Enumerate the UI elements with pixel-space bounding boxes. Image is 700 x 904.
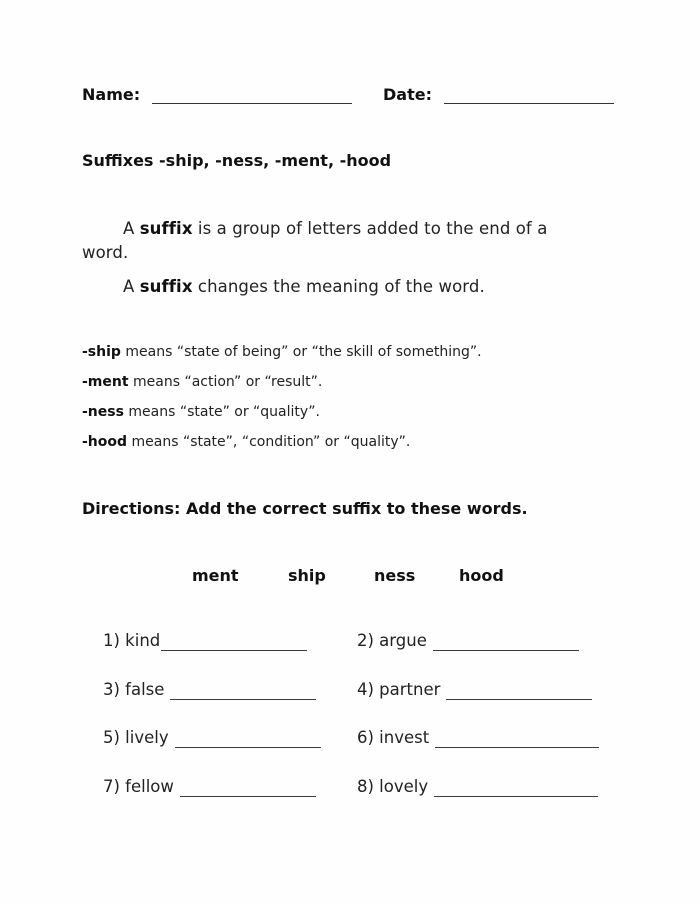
- intro-text: A: [123, 219, 140, 238]
- exercise-8: [357, 777, 598, 797]
- intro-text: A: [123, 277, 140, 296]
- definition-suffix: -hood: [82, 434, 128, 450]
- word-bank-hood: hood: [459, 566, 504, 585]
- answer-field-6[interactable]: [435, 729, 599, 748]
- answer-field-5[interactable]: [175, 729, 321, 748]
- name-row: [82, 85, 352, 104]
- intro-line-1-wrap: word.: [82, 243, 129, 262]
- date-label: Date:: [383, 85, 432, 104]
- exercise-label: 2) argue: [357, 631, 427, 650]
- answer-field-4[interactable]: [446, 681, 592, 700]
- definition-ship: [82, 344, 482, 360]
- answer-field-2[interactable]: [433, 632, 579, 651]
- definition-text: means “state” or “quality”.: [123, 404, 320, 420]
- answer-field-7[interactable]: [180, 778, 316, 797]
- intro-line-2: [123, 277, 485, 296]
- suffix-term: suffix: [139, 277, 193, 296]
- definition-text: means “state”, “condition” or “quality”.: [127, 434, 411, 450]
- exercise-label: 5) lively: [103, 728, 169, 747]
- definition-text: means “action” or “result”.: [128, 374, 323, 390]
- exercise-6: [357, 728, 599, 748]
- exercise-7: [103, 777, 316, 797]
- date-row: [383, 85, 614, 104]
- name-label: Name:: [82, 85, 141, 104]
- word-bank-ship: ship: [288, 566, 326, 585]
- date-field[interactable]: [444, 87, 614, 104]
- definition-suffix: -ship: [82, 344, 121, 360]
- answer-field-8[interactable]: [434, 778, 598, 797]
- definition-suffix: -ment: [82, 374, 129, 390]
- worksheet-title: Suffixes -ship, -ness, -ment, -hood: [82, 151, 392, 170]
- definition-ness: [82, 404, 320, 420]
- definition-suffix: -ness: [82, 404, 124, 420]
- name-field[interactable]: [152, 87, 352, 104]
- exercise-label: 6) invest: [357, 728, 430, 747]
- exercise-1: [103, 631, 307, 651]
- word-bank-ment: ment: [192, 566, 239, 585]
- exercise-label: 1) kind: [103, 631, 161, 650]
- exercise-3: [103, 680, 316, 700]
- exercise-5: [103, 728, 321, 748]
- intro-text: changes the meaning of the word.: [192, 277, 485, 296]
- intro-line-1: [123, 219, 547, 238]
- directions-heading: Directions: Add the correct suffix to these words.: [82, 499, 528, 518]
- exercise-label: 3) false: [103, 680, 165, 699]
- definition-text: means “state of being” or “the skill of something”.: [120, 344, 482, 360]
- intro-text: is a group of letters added to the end of a: [192, 219, 548, 238]
- word-bank-ness: ness: [374, 566, 416, 585]
- answer-field-3[interactable]: [170, 681, 316, 700]
- exercise-2: [357, 631, 579, 651]
- exercise-label: 7) fellow: [103, 777, 174, 796]
- suffix-term: suffix: [139, 219, 193, 238]
- exercise-label: 4) partner: [357, 680, 441, 699]
- definition-ment: [82, 374, 322, 390]
- definition-hood: [82, 434, 410, 450]
- answer-field-1[interactable]: [161, 632, 307, 651]
- exercise-4: [357, 680, 592, 700]
- exercise-label: 8) lovely: [357, 777, 429, 796]
